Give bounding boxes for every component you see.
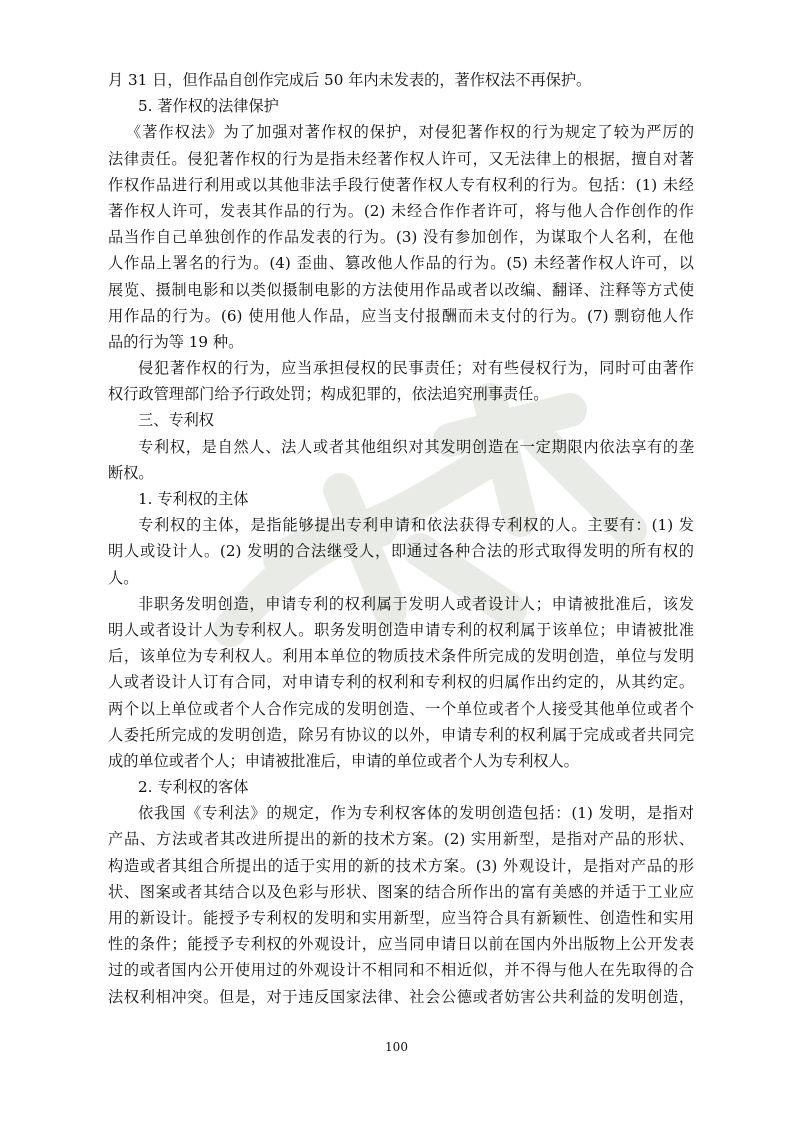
text-line: 品当作自己单独创作的作品发表的行为。(3) 没有参加创作，为谋取个人名利，在他 [108, 228, 694, 247]
text-line: 断权。 [108, 463, 154, 482]
text-line: 1. 专利权的主体 [138, 490, 249, 508]
text-line: 权行政管理部门给予行政处罚；构成犯罪的，依法追究刑事责任。 [108, 385, 549, 404]
text-line: 人作品上署名的行为。(4) 歪曲、篡改他人作品的行为。(5) 未经著作权人许可，以 [108, 254, 694, 273]
text-line: 专利权的主体，是指能够提出专利申请和依法获得专利权的人。主要有：(1) 发 [138, 516, 694, 535]
text-line: 后，该单位为专利权人。利用本单位的物质技术条件所完成的发明创造，单位与发明 [108, 647, 694, 666]
text-line: 过的或者国内公开使用过的外观设计不相同和不相近似，并不得与他人在先取得的合 [108, 961, 694, 980]
text-line: 作权作品进行利用或以其他非法手段行使著作权人专有权利的行为。包括：(1) 未经 [108, 175, 694, 194]
text-line: 展览、摄制电影和以类似摄制电影的方法使用作品或者以改编、翻译、注释等方式使 [108, 280, 694, 299]
text-line: 用的新设计。能授予专利权的发明和实用新型，应当符合具有新颖性、创造性和实用 [108, 909, 694, 927]
text-line: 产品、方法或者其改进所提出的新的技术方案。(2) 实用新型，是指对产品的形状、 [108, 830, 694, 849]
text-line: 性的条件；能授予专利权的外观设计，应当同申请日以前在国内外出版物上公开发表 [108, 935, 694, 954]
text-line: 5. 著作权的法律保护 [138, 97, 279, 116]
text-line: 明人或者设计人为专利权人。职务发明创造申请专利的权利属于该单位；申请被批准 [108, 620, 694, 639]
text-line: 状、图案或者其结合以及色彩与形状、图案的结合所作出的富有美感的并适于工业应 [108, 882, 694, 901]
text-line: 人。 [108, 568, 139, 587]
text-line: 品的行为等 19 种。 [108, 332, 244, 351]
text-line: 侵犯著作权的行为，应当承担侵权的民事责任；对有些侵权行为，同时可由著作 [138, 359, 694, 378]
text-line: 三、专利权 [138, 411, 214, 430]
text-line: 月 31 日，但作品自创作完成后 50 年内未发表的，著作权法不再保护。 [108, 71, 592, 89]
text-line: 法权利相冲突。但是，对于违反国家法律、社会公德或者妨害公共利益的发明创造， [108, 987, 694, 1006]
text-line: 人或者设计人订有合同，对申请专利的权利和专利权的归属作出约定的，从其约定。 [108, 673, 694, 692]
text-line: 专利权，是自然人、法人或者其他组织对其发明创造在一定期限内依法享有的垄 [138, 437, 694, 456]
text-line: 成的单位或者个人；申请被批准后，申请的单位或者个人为专利权人。 [108, 751, 579, 770]
text-line: 法律责任。侵犯著作权的行为是指未经著作权人许可，又无法律上的根据，擅自对著 [108, 149, 694, 168]
page-number: 100 [385, 1040, 408, 1054]
text-line: 构造或者其组合所提出的适于实用的新的技术方案。(3) 外观设计，是指对产品的形 [108, 856, 694, 875]
text-line: 两个以上单位或者个人合作完成的发明创造、一个单位或者个人接受其他单位或者个 [108, 699, 694, 718]
text-line: 2. 专利权的客体 [138, 778, 249, 797]
text-line: 人委托所完成的发明创造，除另有协议的以外，申请专利的权利属于完成或者共同完 [108, 725, 694, 744]
text-line: 《著作权法》为了加强对著作权的保护，对侵犯著作权的行为规定了较为严厉的 [126, 123, 694, 142]
text-line: 用作品的行为。(6) 使用他人作品，应当支付报酬而未支付的行为。(7) 剽窃他人作 [108, 306, 694, 325]
text-line: 著作权人许可，发表其作品的行为。(2) 未经合作作者许可，将与他人合作创作的作 [108, 201, 694, 220]
text-line: 明人或设计人。(2) 发明的合法继受人，即通过各种合法的形式取得发明的所有权的 [108, 542, 694, 561]
text-line: 依我国《专利法》的规定，作为专利权客体的发明创造包括：(1) 发明，是指对 [138, 804, 694, 823]
text-line: 非职务发明创造，申请专利的权利属于发明人或者设计人；申请被批准后，该发 [138, 594, 694, 613]
body-text [108, 67, 694, 1010]
